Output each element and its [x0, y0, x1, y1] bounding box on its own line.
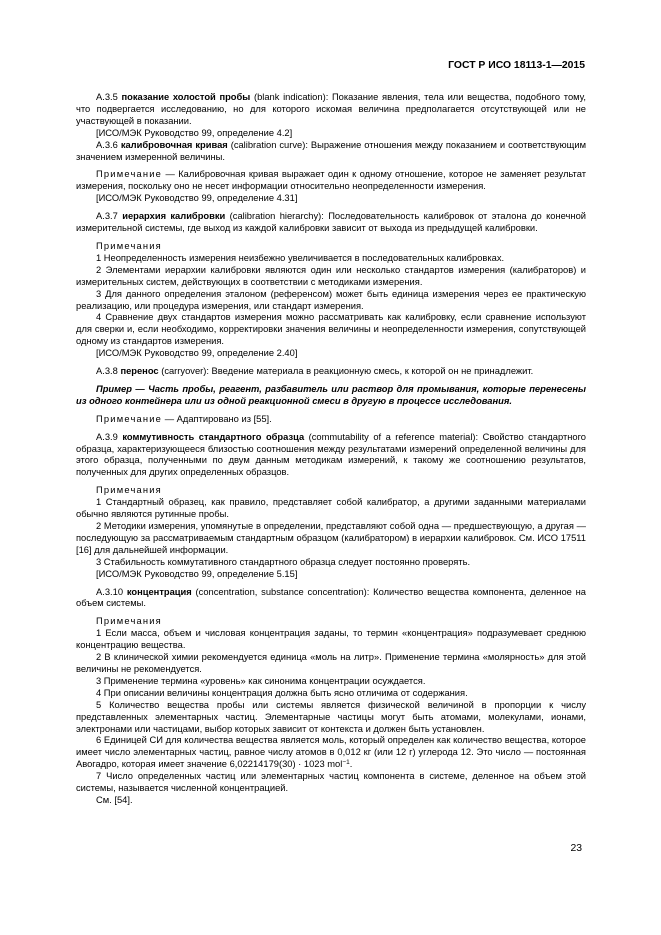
- term-number: А.3.7: [96, 211, 118, 222]
- note-item: 4 При описании величины концентрация должна быть ясно отличима от содержания.: [96, 687, 468, 698]
- term-a39: [76, 432, 586, 480]
- note: [76, 414, 586, 426]
- note-text-end: .: [349, 759, 353, 770]
- notes-label: Примечания: [96, 485, 162, 496]
- term-title: иерархия калибровки: [122, 211, 226, 222]
- note-item: 1 Стандартный образец, как правило, представляет собой калибратор, а другими заданными материалами обычно являются рутинные пробы.: [76, 497, 586, 520]
- note-item: 2 Методики измерения, упомянутые в определении, представляют собой одна — предшествующую, а другая — последующую за рассматриваемым стандартным образцом (калибратором) в иерархии калибровок. См. ИСО 17511 [16] для дальнейшей информации.: [76, 521, 586, 555]
- term-definition: (calibration hierarchy): Последовательность калибровок от эталона до конечной измерительной системы, где выход из каждой калибровки зависит от выхода из предыдущей калибровки.: [76, 211, 586, 234]
- document-body: [76, 92, 586, 807]
- term-number: А.3.5: [96, 92, 118, 102]
- term-number: А.3.6: [96, 139, 118, 150]
- term-a310: [76, 587, 586, 611]
- term-title: показание холостой пробы: [121, 92, 251, 102]
- note-item: 3 Для данного определения эталоном (референсом) может быть единица измерения через ее практическую реализацию, или процедура измерения, или стандарт измерения.: [76, 288, 586, 311]
- example: Пример — Часть пробы, реагент, разбавитель или раствор для промывания, которые перенесены из одного контейнера или из одной реакционной смеси в другую в процессе исследования.: [76, 383, 586, 406]
- note-label: Примечание: [96, 413, 163, 424]
- notes-label: Примечания: [96, 616, 162, 627]
- term-definition: (commutability of a reference material): Свойство стандартного образца, характеризующееся близостью соотношения между результатами измерений определенной величины для этого образца, полученными по двум данным методикам измерений, к такому же соотношению результатов, полученных для других определенных образцов.: [76, 431, 586, 478]
- note-item: 2 В клинической химии рекомендуется единица «моль на литр». Применение термина «молярность» для этой величины не рекомендуется.: [76, 652, 586, 674]
- note-item: [76, 735, 586, 771]
- term-title: концентрация: [126, 586, 192, 597]
- term-title: перенос: [120, 366, 159, 377]
- note-label: Примечание: [96, 169, 163, 180]
- term-a35: [76, 92, 586, 128]
- document-header: ГОСТ Р ИСО 18113-1—2015: [448, 60, 585, 71]
- term-title: коммутивность стандартного образца: [122, 431, 305, 442]
- superscript: −1: [342, 759, 350, 767]
- term-a36: [76, 140, 586, 164]
- term-definition: (calibration curve): Выражение отношения между показанием и соответствующим значением измеренной величины.: [76, 139, 586, 162]
- note-text: 6 Единицей СИ для количества вещества является моль, который определен как количество вещества, которое имеет число элементарных частиц, равное числу атомов в 0,012 кг (или 12 г) углерода 12. Это число — постоянная Авогадро, которая имеет значение 6,02214179(30) · 1023 mol: [76, 735, 586, 770]
- reference: [ИСО/МЭК Руководство 99, определение 4.31]: [96, 193, 298, 204]
- note-item: 3 Стабильность коммутативного стандартного образца следует постоянно проверять.: [96, 556, 471, 567]
- term-title: калибровочная кривая: [120, 139, 228, 150]
- reference: [ИСО/МЭК Руководство 99, определение 2.40]: [96, 348, 298, 359]
- note-item: 1 Неопределенность измерения неизбежно увеличивается в последовательных калибровках.: [96, 252, 505, 263]
- note-item: 7 Число определенных частиц или элементарных частиц компонента в системе, деленное на объем этой системы, называется численной концентрацией.: [76, 771, 586, 794]
- term-definition: (blank indication): Показание явления, тела или вещества, подобного тому, что подвергается исследованию, но для которого искомая величина предполагается отсутствующей или не участвующей в показании.: [76, 92, 586, 126]
- note-item: 3 Применение термина «уровень» как синонима концентрации осуждается.: [96, 675, 426, 686]
- term-number: А.3.9: [96, 431, 118, 442]
- term-a37: [76, 211, 586, 235]
- note-text: — Калибровочная кривая выражает один к одному отношение, которое не заменяет результат измерения, поскольку оно не несет информации относительно неопределенности измерения.: [76, 169, 586, 192]
- term-definition: (concentration, substance concentration): Количество вещества компонента, деленное на объем системы.: [76, 586, 586, 609]
- note-item: 2 Элементами иерархии калибровки являются один или несколько стандартов измерения (калибраторов) и измерительных систем, действующих в соответствии с методиками измерения.: [76, 264, 586, 287]
- note-item: 5 Количество вещества пробы или системы является физической величиной в пропорции к числу представленных элементарных частиц. Элементарные частицы могут быть атомами, молекулами, ионами, электронами или частицами, выбор которых зависит от контекста и должен быть установлен.: [76, 699, 586, 734]
- note-text: — Адаптировано из [55].: [162, 413, 272, 424]
- reference: См. [54].: [96, 794, 133, 805]
- note: [76, 169, 586, 193]
- reference: [ИСО/МЭК Руководство 99, определение 4.2]: [96, 127, 293, 138]
- note-item: 1 Если масса, объем и числовая концентрация заданы, то термин «концентрация» подразумевает среднюю концентрацию вещества.: [76, 628, 586, 651]
- note-item: 4 Сравнение двух стандартов измерения можно рассматривать как калибровку, если сравнение используют для сверки и, если необходимо, корректировки значения величины и неопределенности измерения, сопутствующей одному из стандартов измерения.: [76, 312, 586, 347]
- term-a38: [76, 366, 586, 378]
- term-number: А.3.10: [96, 586, 124, 597]
- term-number: А.3.8: [96, 366, 118, 377]
- reference: [ИСО/МЭК Руководство 99, определение 5.15]: [96, 568, 298, 579]
- page-number: 23: [570, 843, 582, 854]
- notes-label: Примечания: [96, 240, 162, 251]
- term-definition: (carryover): Введение материала в реакционную смесь, к которой он не принадлежит.: [158, 366, 534, 377]
